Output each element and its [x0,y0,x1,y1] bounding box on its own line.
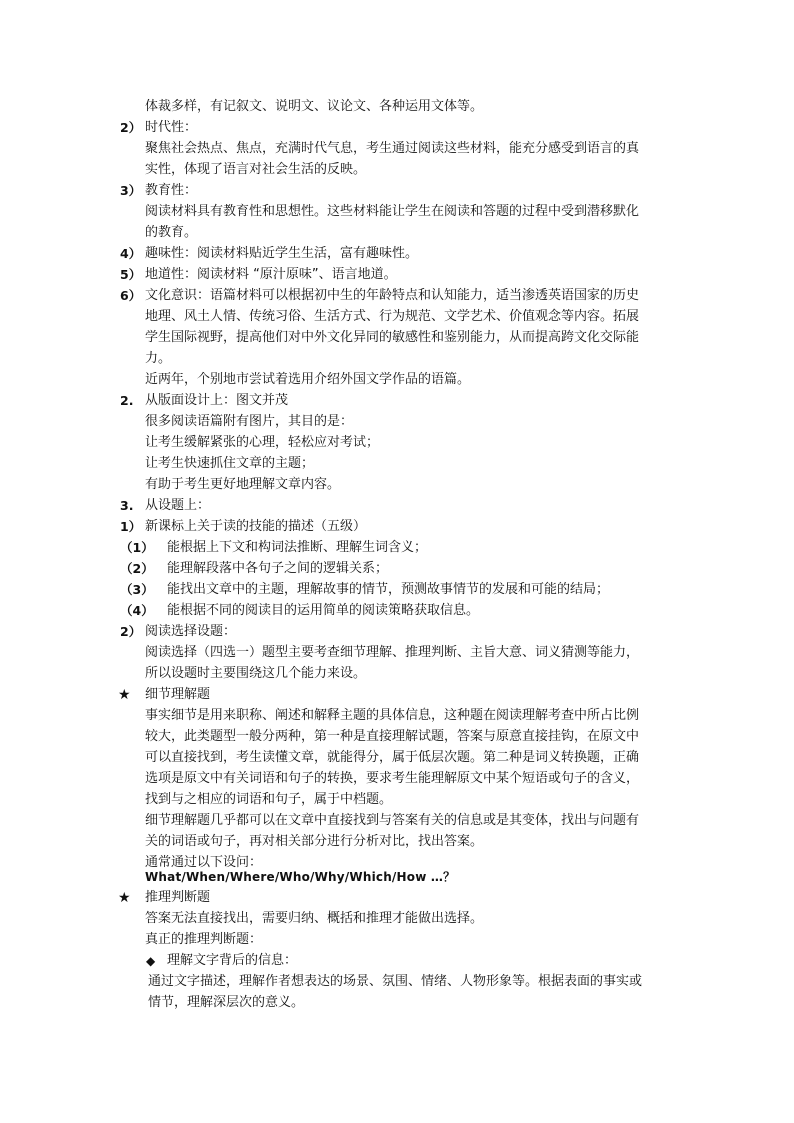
text-line: 让考生快速抓住文章的主题； [145,456,315,471]
text-line: 答案无法直接找出，需要归纳、概括和推理才能做出选择。 [145,911,484,926]
list-item: 文化意识：语篇材料可以根据初中生的年龄特点和认知能力，适当渗透英语国家的历史 [145,288,640,303]
list-marker: 3. [120,498,134,513]
text-line: 可以直接找到，考生读懂文章，就能得分，属于低层次题。第二种是词义转换题，正确 [145,750,640,765]
list-marker: 5） [120,267,142,282]
question-words: What/When/Where/Who/Why/Which/How …？ [145,870,456,884]
text-line: 实性，体现了语言对社会生活的反映。 [145,162,367,177]
text-line: 的教育。 [145,225,198,240]
list-marker: （4） [120,603,154,618]
text-line: 情节，理解深层次的意义。 [148,995,305,1010]
text-line: 真正的推理判断题： [145,932,263,947]
list-item-heading: 时代性： [145,120,198,135]
text-line: 体裁多样，有记叙文、说明文、议论文、各种运用文体等。 [145,99,484,114]
text-line: 学生国际视野，提高他们对中外文化异同的敏感性和鉴别能力，从而提高跨文化交际能 [145,330,640,345]
text-line: 通过文字描述，理解作者想表达的场景、氛围、情绪、人物形象等。根据表面的事实或 [148,974,643,989]
text-line: 关的词语或句子，再对相关部分进行分析对比，找出答案。 [145,834,484,849]
text-line: 有助于考生更好地理解文章内容。 [145,477,341,492]
text-line: 找到与之相应的词语和句子，属于中档题。 [145,792,393,807]
bullet-item: 理解文字背后的信息： [167,953,298,968]
list-marker: 1） [120,519,142,534]
text-line: 通常通过以下设问： [145,855,263,870]
list-item: 趣味性：阅读材料贴近学生生活，富有趣味性。 [145,246,419,261]
list-marker: 3） [120,183,142,198]
star-icon: ★ [118,890,131,906]
text-line: 近两年，个别地市尝试着选用介绍外国文学作品的语篇。 [145,372,471,387]
text-line: 聚焦社会热点、焦点，充满时代气息，考生通过阅读这些材料，能充分感受到语言的真 [145,141,640,156]
list-marker: （3） [120,582,154,597]
text-line: 让考生缓解紧张的心理，轻松应对考试； [145,435,380,450]
list-marker: 4） [120,246,142,261]
text-line: 很多阅读语篇附有图片，其目的是： [145,414,354,429]
list-marker: （2） [120,561,154,576]
list-marker: 2） [120,120,142,135]
list-item: 能理解段落中各句子之间的逻辑关系； [167,561,389,576]
text-line: 阅读材料具有教育性和思想性。这些材料能让学生在阅读和答题的过程中受到潜移默化 [145,204,640,219]
text-line: 事实细节是用来职称、阐述和解释主题的具体信息，这种题在阅读理解考查中所占比例 [145,708,640,723]
text-line: 较大，此类题型一般分两种，第一种是直接理解试题，答案与原意直接挂钩，在原文中 [145,729,640,744]
list-item: 能根据不同的阅读目的运用简单的阅读策略获取信息。 [167,603,480,618]
subsection-heading: 推理判断题 [145,890,211,905]
list-marker: （1） [120,540,154,555]
list-item-heading: 教育性： [145,183,198,198]
section-heading: 从设题上： [145,498,211,513]
list-item: 能找出文章中的主题，理解故事的情节，预测故事情节的发展和可能的结局； [167,582,610,597]
list-item: 能根据上下文和构词法推断、理解生词含义； [167,540,428,555]
text-line: 选项是原文中有关词语和句子的转换，要求考生能理解原文中某个短语或句子的含义， [145,771,640,786]
text-line: 细节理解题几乎都可以在文章中直接找到与答案有关的信息或是其变体，找出与问题有 [145,813,640,828]
list-item: 地道性：阅读材料 “原汁原味”、语言地道。 [145,267,397,282]
list-item-heading: 新课标上关于读的技能的描述（五级） [145,519,367,534]
section-heading: 从版面设计上：图文并茂 [145,393,289,408]
subsection-heading: 细节理解题 [145,687,211,702]
star-icon: ★ [118,687,131,703]
list-marker: 2. [120,393,134,408]
list-marker: 6） [120,288,142,303]
list-item-heading: 阅读选择设题： [145,624,237,639]
text-line: 地理、风土人情、传统习俗、生活方式、行为规范、文学艺术、价值观念等内容。拓展 [145,309,640,324]
text-line: 所以设题时主要围绕这几个能力来设。 [145,666,367,681]
text-line: 力。 [145,351,172,366]
list-marker: 2） [120,624,142,639]
text-line: 阅读选择（四选一）题型主要考查细节理解、推理判断、主旨大意、词义猜测等能力， [145,645,640,660]
diamond-bullet-icon: ◆ [146,954,156,968]
